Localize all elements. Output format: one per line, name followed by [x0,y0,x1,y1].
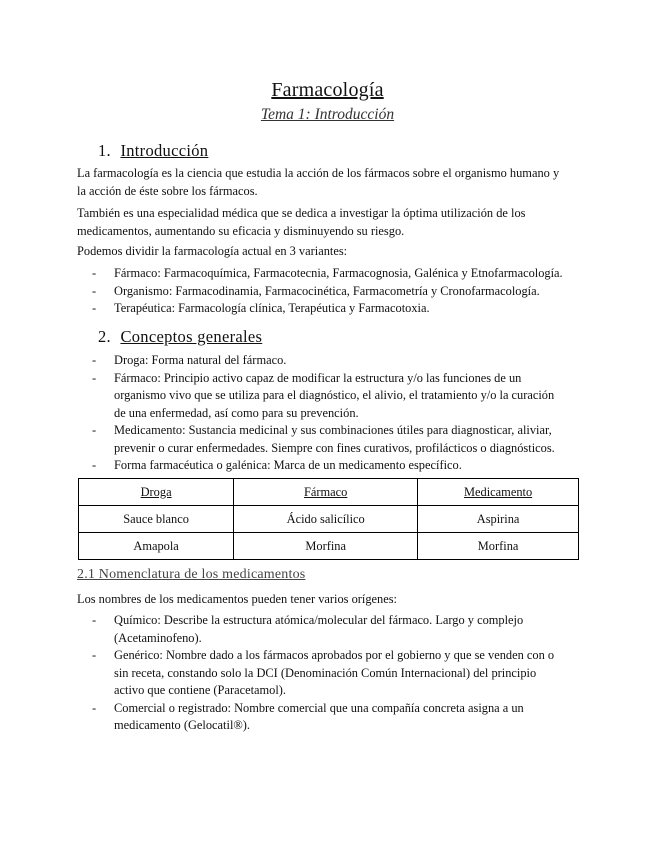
text-line: - Forma farmacéutica o galénica: Marca de un medicamento específico. [114,458,462,472]
section-number: 1. [98,141,111,160]
table-cell: Ácido salicílico [234,506,418,533]
text-line: - Droga: Forma natural del fármaco. [114,353,287,367]
text-line: activo que contiene (Paracetamol). [114,683,287,697]
table-header-cell [418,479,579,506]
section-title: Introducción [120,141,209,160]
list-item [88,612,588,647]
table-cell: Morfina [234,533,418,560]
section-title: Conceptos generales [120,327,263,346]
intro-paragraph-2 [77,205,587,240]
section-heading-conceptos [98,327,262,347]
list-item: - Terapéutica: Farmacología clínica, Terapéutica y Farmacotoxia. [88,300,598,318]
table-cell: Amapola [79,533,234,560]
list-item: - Fármaco: Farmacoquímica, Farmacotecnia, Farmacognosia, Galénica y Etnofarmacología. [88,265,598,283]
text-line: la acción de éste sobre los fármacos. [77,183,258,198]
text-line: - Medicamento: Sustancia medicinal y sus combinaciones útiles para diagnosticar, aliviar, [114,423,552,437]
list-item [88,647,588,700]
text-line: prevenir o curar enfermedades. Siempre con fines curativos, profilácticos o diagnósticos. [114,440,555,455]
intro-paragraph-1 [77,165,587,200]
section-heading-introduccion [98,141,208,161]
section-number: 2. [98,327,111,346]
variants-list [88,265,598,318]
text-line: de una enfermedad, así como para su prevención. [114,405,359,420]
text-line: - Químico: Describe la estructura atómica/molecular del fármaco. Largo y complejo [114,613,524,627]
concepts-list [88,352,588,475]
document-subtitle: Tema 1: Introducción [260,106,395,123]
text-line: - Genérico: Nombre dado a los fármacos aprobados por el gobierno y que se venden con o [114,648,555,662]
text-line: También es una especialidad médica que se dedica a investigar la óptima utilización de los [77,206,526,220]
table-header-row [79,479,579,506]
list-item [88,422,588,457]
table-row [79,533,579,560]
table-cell: Sauce blanco [79,506,234,533]
list-item [88,370,588,423]
text-line: (Acetaminofeno). [114,630,202,645]
nomenclature-list [88,612,588,735]
text-line: sin receta, constando solo la DCI (Denominación Común Internacional) del principio [114,665,537,680]
drug-table [78,478,579,560]
table-header-cell [234,479,418,506]
table-row [79,506,579,533]
list-item: - Organismo: Farmacodinamia, Farmacocinética, Farmacometría y Cronofarmacología. [88,283,598,301]
table-cell: Morfina [418,533,579,560]
text-line: La farmacología es la ciencia que estudia la acción de los fármacos sobre el organismo humano y [77,166,560,180]
intro-paragraph-3: Podemos dividir la farmacología actual en 3 variantes: [77,244,348,258]
list-item [88,700,588,735]
list-item [88,457,588,475]
document-title: Farmacología [271,79,384,101]
list-item [88,352,588,370]
text-line: - Comercial o registrado: Nombre comercial que una compañía concreta asigna a un [114,700,524,715]
header-label: Droga [140,484,172,499]
subsection-heading: 2.1 Nomenclatura de los medicamentos [77,567,306,582]
text-line: organismo vivo que se utiliza para el diagnóstico, el alivio, el tratamiento y/o la curación [114,388,555,402]
text-line: medicamentos, aumentando su eficacia y disminuyendo su riesgo. [77,223,405,238]
table-cell: Aspirina [418,506,579,533]
subsection-intro: Los nombres de los medicamentos pueden tener varios orígenes: [77,592,398,606]
text-line: medicamento (Gelocatil®). [114,718,251,732]
header-label: Fármaco [304,484,348,499]
table-header-cell [79,479,234,506]
text-line: - Fármaco: Principio activo capaz de modificar la estructura y/o las funciones de un [114,370,522,385]
header-label: Medicamento [464,484,533,499]
